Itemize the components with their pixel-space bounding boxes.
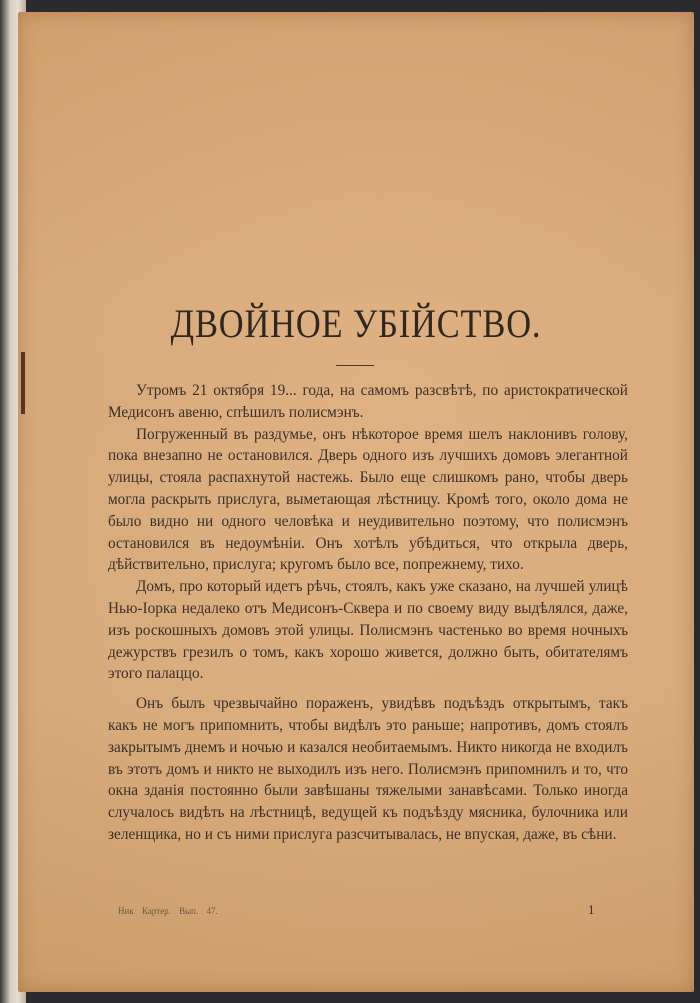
book-page (18, 12, 694, 992)
page-number: 1 (588, 902, 595, 917)
paragraph: Погруженный въ раздумье, онъ нѣкоторое время шелъ наклонивъ голову, пока внезапно не остановился. Дверь одного изъ лучшихъ домовъ элегантной улицы, стояла распахнутой настежь. Было еще слишкомъ рано, чтобы дверь могла раскрыть прислуга, выметающая лѣстницу. Кромѣ того, около дома не было видно ни одного человѣка и неудивительно поэтому, что полисмэнъ остановился въ недоумѣніи. Онъ хотѣлъ убѣдиться, что открыла дверь, дѣйствительно, прислуга; кругомъ было все, попрежнему, тихо. (108, 425, 628, 574)
title-underline (336, 365, 374, 366)
binding-thread (21, 352, 25, 414)
footer-series-label: Ник Картер. Вып. 47. (118, 906, 218, 916)
body-text (108, 380, 628, 846)
paragraph: Онъ былъ чрезвычайно пораженъ, увидѣвъ подъѣздъ открытымъ, такъ какъ не могъ припомнить, чтобы видѣлъ это раньше; напротивъ, домъ стоялъ закрытымъ днемъ и ночью и казался необитаемымъ. Никто никогда не входилъ въ этотъ домъ и никто не выходилъ изъ него. Полисмэнъ припомнилъ и то, что окна зданія постоянно были завѣшаны тяжелыми занавѣсами. Только иногда случалось видѣть на лѣстницѣ, ведущей къ подъѣзду мясника, булочника или зеленщика, но и съ ними прислуга разсчитывалась, не впуская, даже, въ сѣни. (108, 695, 628, 843)
paragraph: Утромъ 21 октября 19... года, на самомъ разсвѣтѣ, по аристократической Медисонъ авеню, спѣшилъ полисмэнъ. (108, 382, 628, 421)
paragraph: Домъ, про который идетъ рѣчь, стоялъ, какъ уже сказано, на лучшей улицѣ Нью-Iорка недалеко отъ Медисонъ-Сквера и по своему виду выдѣлялся, даже, изъ роскошныхъ домовъ этой улицы. Полисмэнъ частенько во время ночныхъ дежурствъ грезилъ о томъ, какъ хорошо живется, должно быть, обитателямъ этого палаццо. (108, 578, 628, 683)
chapter-title: ДВОЙНОЕ УБІЙСТВО. (170, 301, 542, 346)
